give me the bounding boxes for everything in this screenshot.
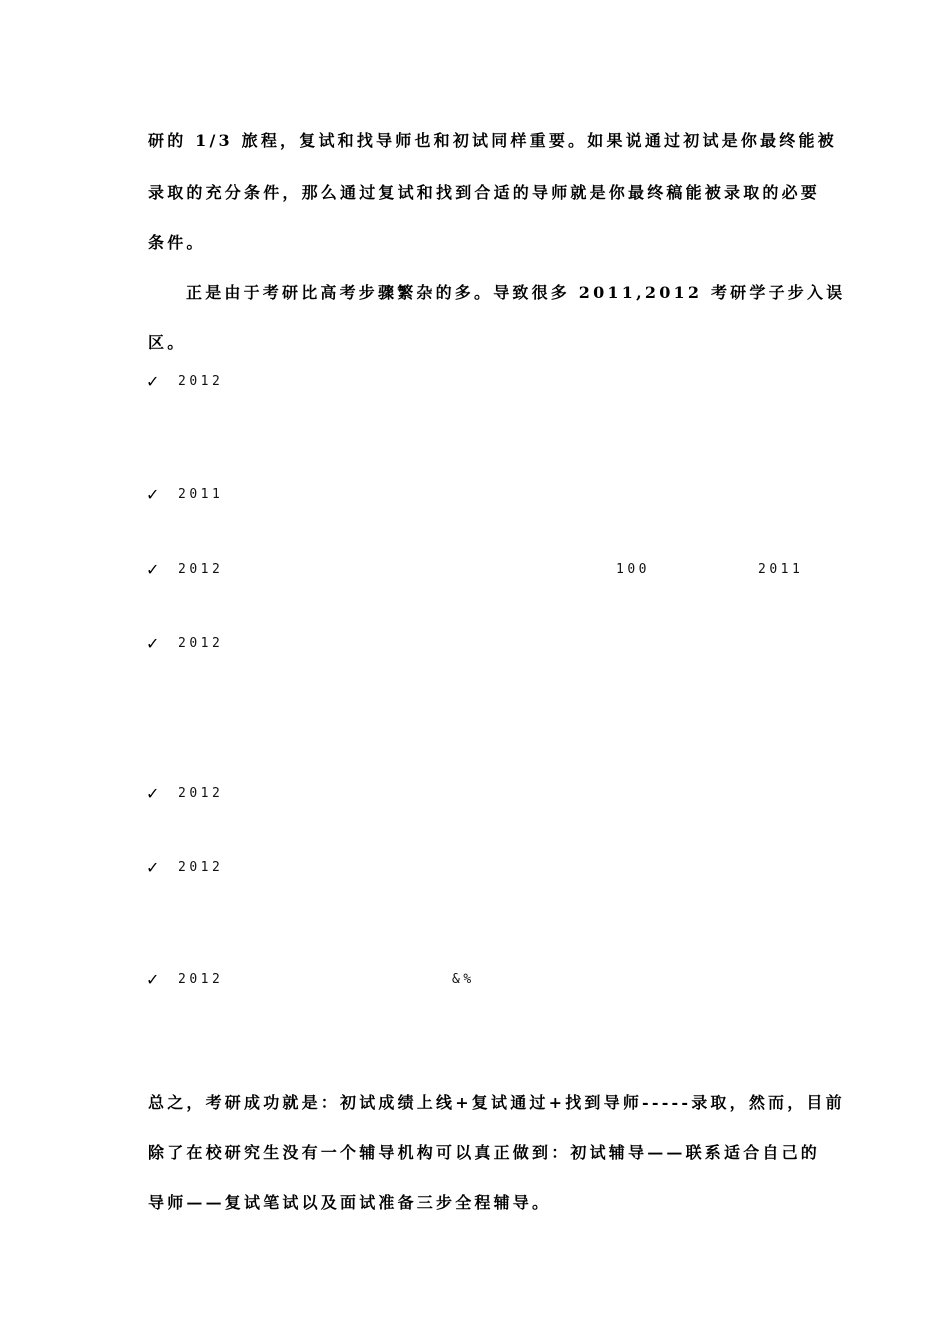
list-item-text: 2012	[178, 972, 224, 987]
list-item-text: 2012	[178, 562, 224, 577]
check-icon: ✓	[146, 485, 160, 504]
intro-line-2: 录取的充分条件，那么通过复试和找到合适的导师就是你最终稿能被录取的必要	[148, 183, 821, 202]
para2-line-1: 正是由于考研比高考步骤繁杂的多。导致很多 2011,2012 考研学子步入误	[186, 283, 846, 302]
check-icon: ✓	[146, 372, 160, 391]
check-icon: ✓	[146, 970, 160, 989]
check-icon: ✓	[146, 634, 160, 653]
list-item-text: 2012	[178, 860, 224, 875]
conclusion-line-1: 总之，考研成功就是：初试成绩上线+复试通过+找到导师-----录取，然而，目前	[148, 1093, 845, 1112]
list-item-text: 100	[616, 562, 650, 577]
list-item-text: 2012	[178, 374, 224, 389]
check-icon: ✓	[146, 560, 160, 579]
check-icon: ✓	[146, 858, 160, 877]
conclusion-line-3: 导师——复试笔试以及面试准备三步全程辅导。	[148, 1193, 552, 1212]
list-item-text: &%	[452, 972, 475, 987]
list-item-text: 2012	[178, 636, 224, 651]
list-item-text: 2011	[178, 487, 224, 502]
list-item-text: 2012	[178, 786, 224, 801]
para2-line-2: 区。	[148, 333, 187, 352]
check-icon: ✓	[146, 784, 160, 803]
intro-line-1: 研的 1/3 旅程，复试和找导师也和初试同样重要。如果说通过初试是你最终能被	[148, 131, 837, 150]
conclusion-line-2: 除了在校研究生没有一个辅导机构可以真正做到：初试辅导——联系适合自己的	[148, 1143, 821, 1162]
intro-line-3: 条件。	[148, 233, 206, 252]
list-item-text: 2011	[758, 562, 804, 577]
